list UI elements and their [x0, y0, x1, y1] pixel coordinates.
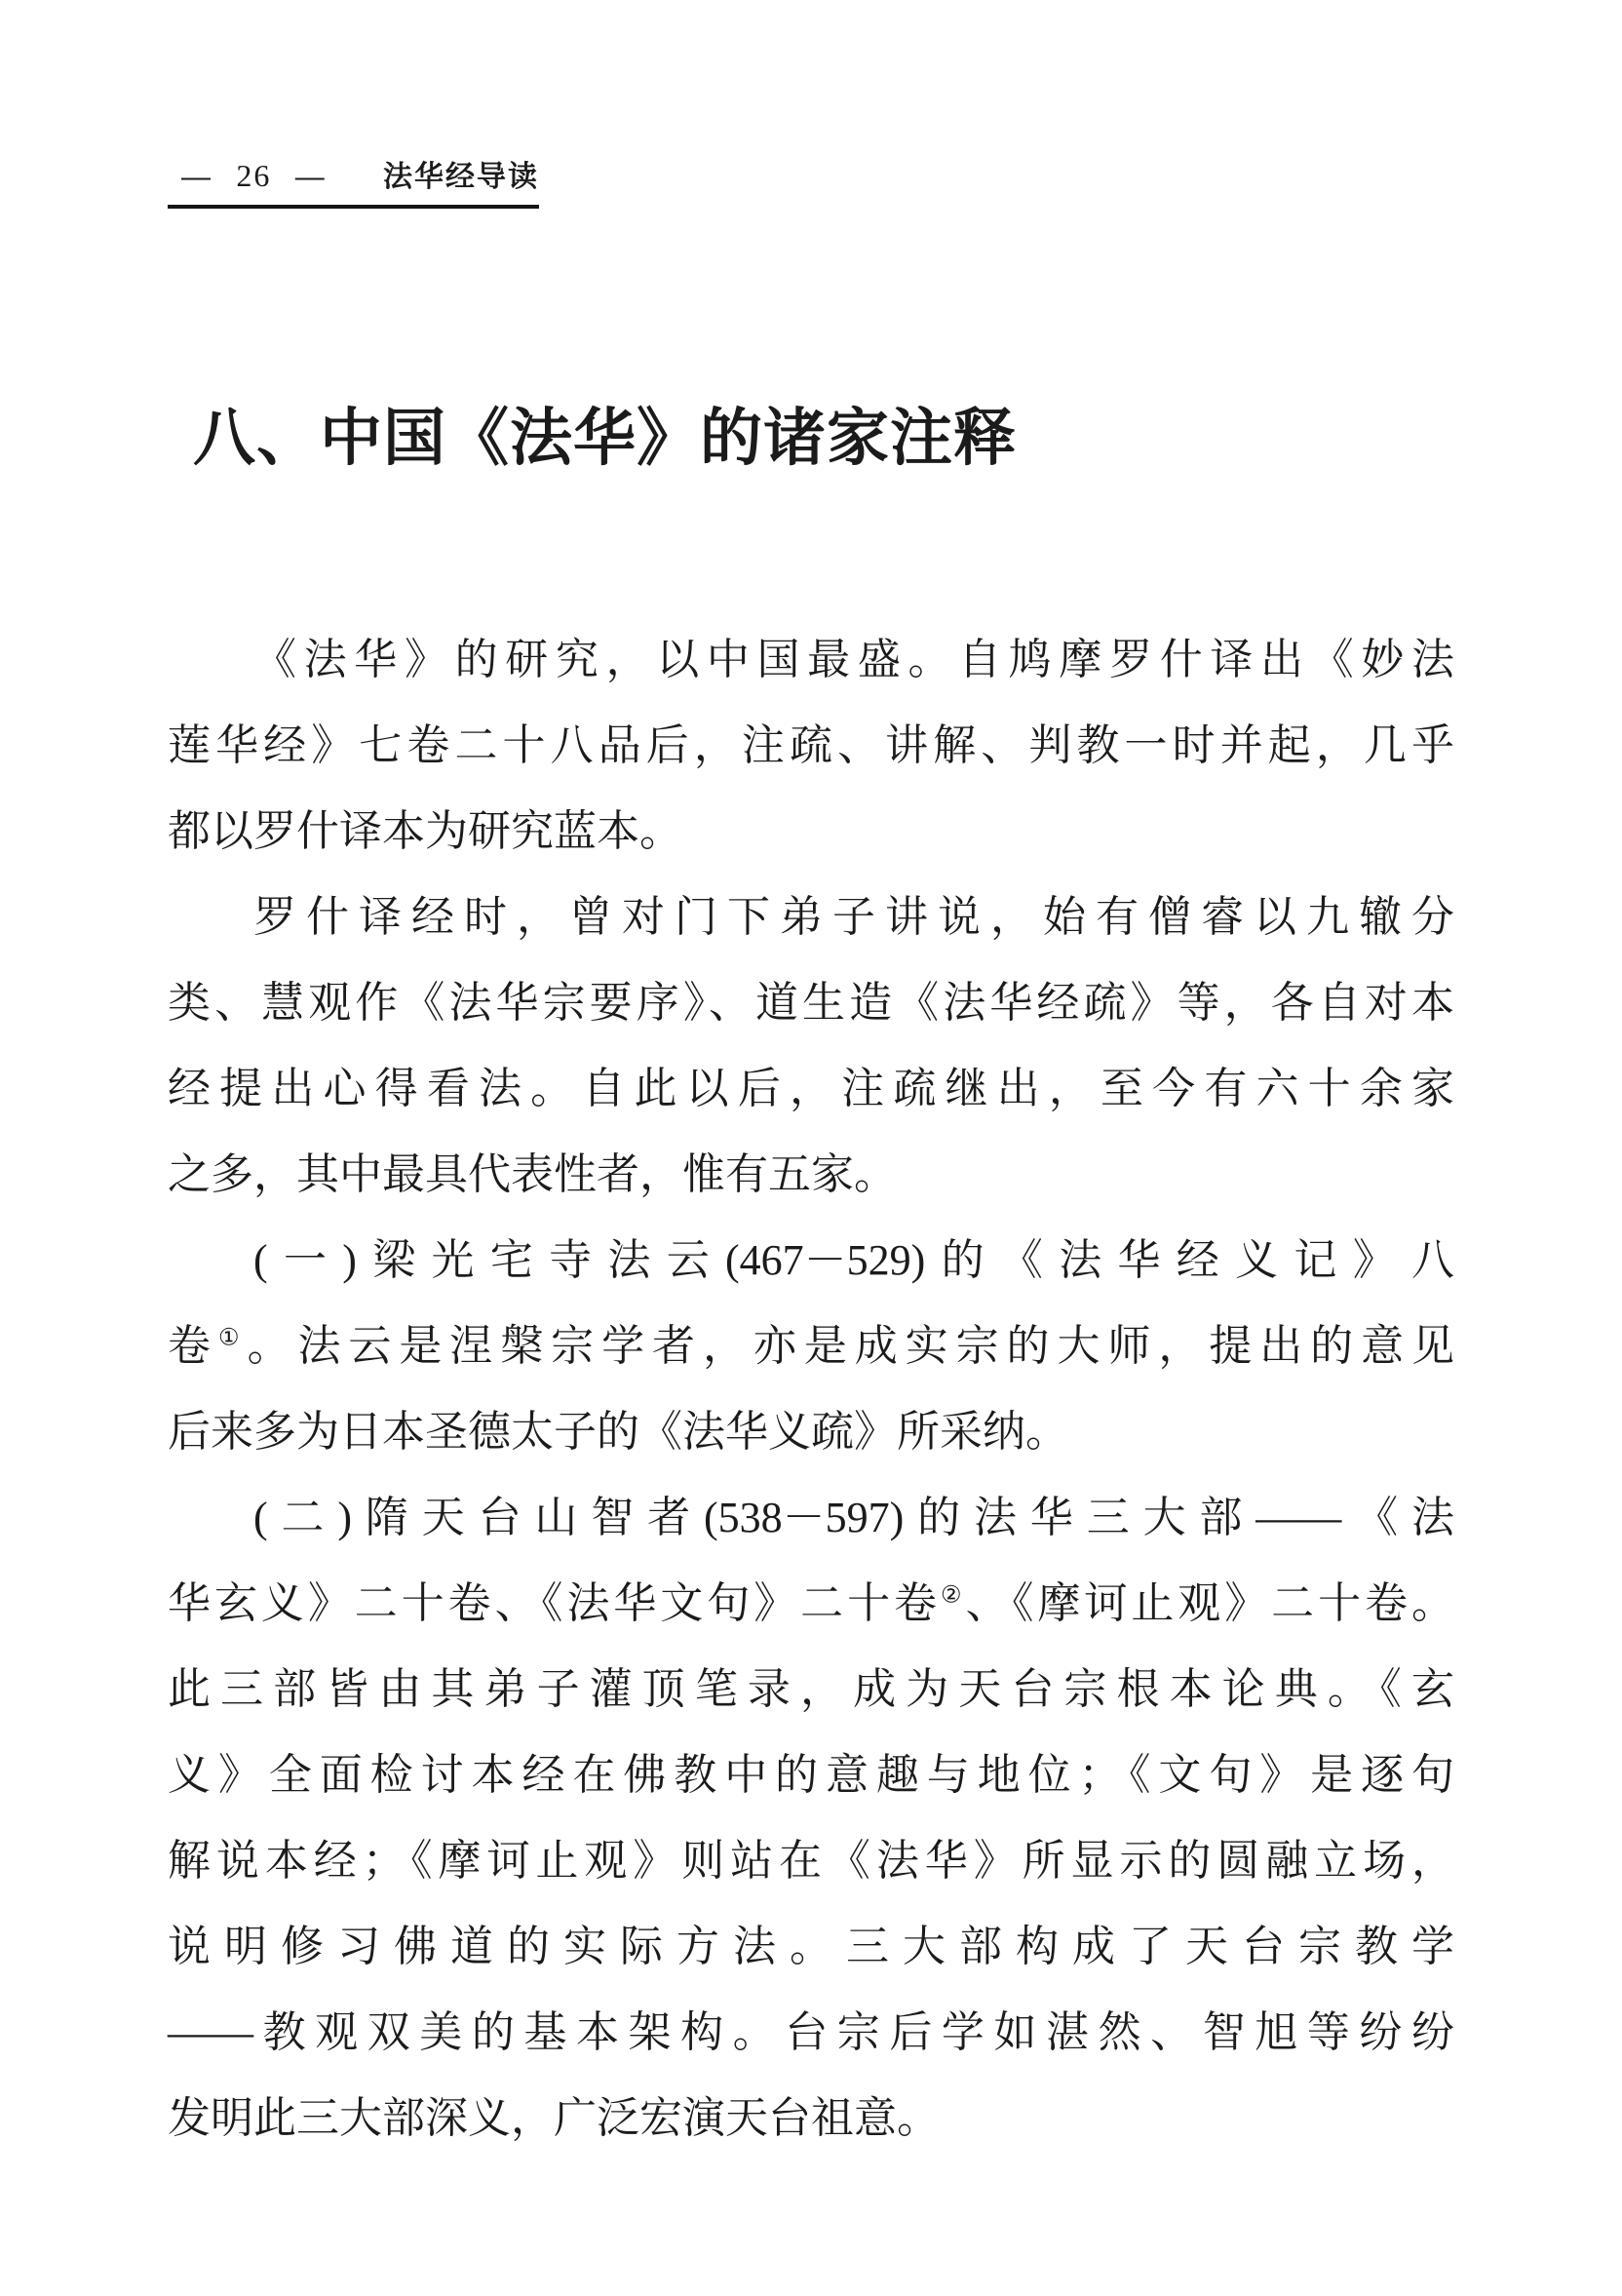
text-line-1: 《法华》的研究，以中国最盛。自鸠摩罗什译出《妙法 [253, 636, 1454, 683]
text-line-18: 发明此三大部深义，广泛宏演天台祖意。 [168, 2094, 940, 2142]
running-header [168, 152, 539, 209]
header-dash-right: — [294, 161, 327, 193]
page-number: 26 [236, 158, 272, 193]
text-line-13: 此三部皆由其弟子灌顶笔录，成为天台宗根本论典。《玄 [168, 1665, 1454, 1713]
text-line-12: 华玄义》二十卷、《法华文句》二十卷②、《摩诃止观》二十卷。 [168, 1579, 1455, 1627]
text-line-11: (二)隋天台山智者(538－597)的法华三大部——《法 [253, 1494, 1454, 1541]
text-line-7: 之多，其中最具代表性者，惟有五家。 [168, 1150, 897, 1198]
chapter-title: 八、中国《法华》的诸家注释 [193, 403, 1017, 473]
body-text [168, 617, 1454, 2161]
text-line-4: 罗什译经时，曾对门下弟子讲说，始有僧睿以九辙分 [253, 893, 1454, 941]
text-line-14: 义》全面检讨本经在佛教中的意趣与地位；《文句》是逐句 [168, 1751, 1454, 1799]
running-book-title: 法华经导读 [383, 161, 540, 193]
text-line-15: 解说本经；《摩诃止观》则站在《法华》所显示的圆融立场， [168, 1837, 1454, 1885]
text-line-16: 说明修习佛道的实际方法。三大部构成了天台宗教学 [168, 1923, 1454, 1970]
text-line-5: 类、慧观作《法华宗要序》、道生造《法华经疏》等，各自对本 [168, 979, 1454, 1027]
footnote-marker: ② [940, 1581, 966, 1609]
text-line-8: (一)梁光宅寺法云(467－529)的《法华经义记》八 [253, 1236, 1454, 1284]
text-line-10: 后来多为日本圣德太子的《法华义疏》所采纳。 [168, 1408, 1068, 1456]
text-line-6: 经提出心得看法。自此以后，注疏继出，至今有六十余家 [168, 1065, 1454, 1112]
text-line-2: 莲华经》七卷二十八品后，注疏、讲解、判教一时并起，几乎 [168, 721, 1454, 769]
header-dash-left: — [181, 161, 212, 193]
text-line-9: 卷①。法云是涅槃宗学者，亦是成实宗的大师，提出的意见 [168, 1322, 1455, 1370]
text-line-17: ——教观双美的基本架构。台宗后学如湛然、智旭等纷纷 [168, 2008, 1454, 2056]
text-line-3: 都以罗什译本为研究蓝本。 [168, 807, 682, 855]
footnote-marker: ① [217, 1324, 248, 1351]
